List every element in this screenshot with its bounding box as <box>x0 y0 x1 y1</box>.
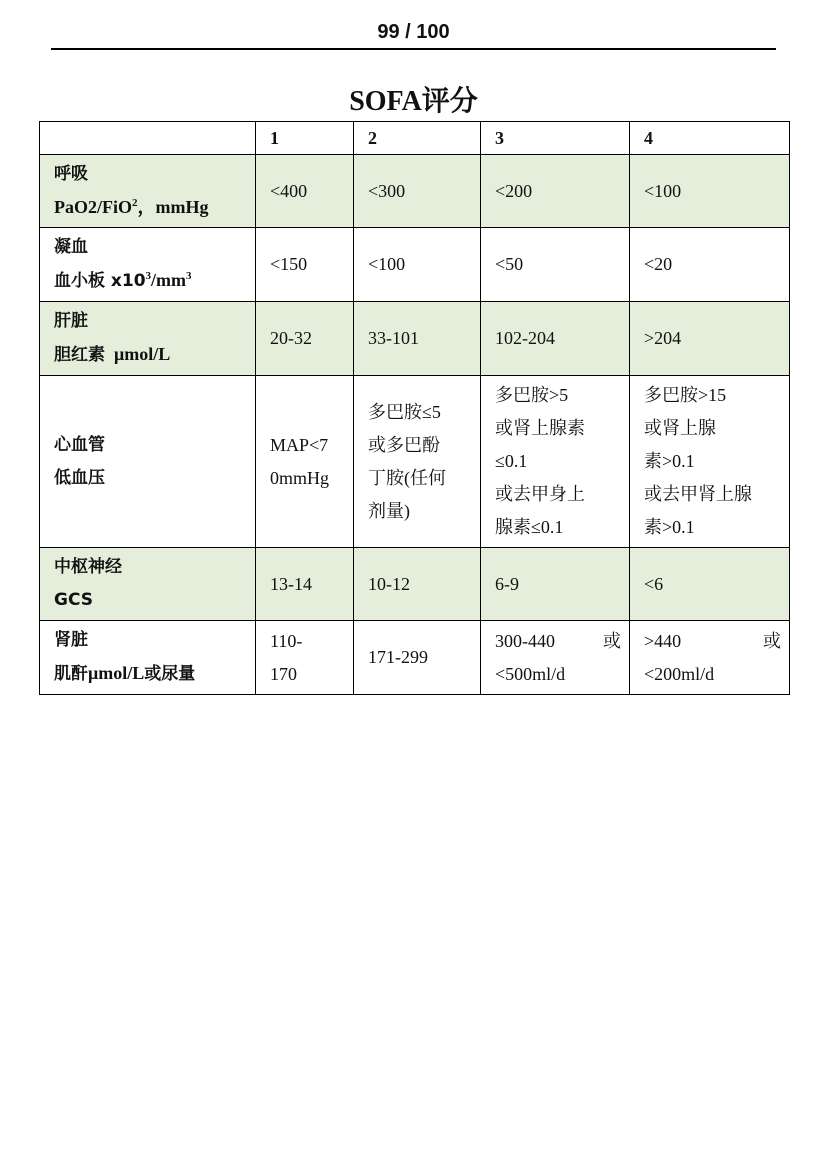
cell-renal-2: 171-299 <box>354 621 481 695</box>
header-cell-score-2: 2 <box>354 122 481 155</box>
cell-cardiovascular-1: MAP<7 0mmHg <box>256 376 354 548</box>
row-label-line2: PaO2/FiO$^2$，mmHg <box>54 197 209 217</box>
row-label-renal <box>40 621 256 695</box>
table-header-row <box>40 122 790 155</box>
row-label-line1: 呼吸 <box>54 164 88 184</box>
sofa-score-table <box>39 121 790 695</box>
cell-coagulation-3: <50 <box>481 228 630 302</box>
table-row-cns <box>40 548 790 621</box>
table-row-cardiovascular <box>40 376 790 548</box>
header-rule <box>51 48 776 50</box>
header-cell-score-1: 1 <box>256 122 354 155</box>
row-label-line1: 肝脏 <box>54 311 88 331</box>
cell-respiration-2: <300 <box>354 155 481 228</box>
table-row-liver <box>40 302 790 376</box>
cell-liver-4: >204 <box>630 302 790 376</box>
row-label-line2: 低血压 <box>54 467 105 488</box>
row-label-line2: 胆红素 μmol/L <box>54 344 171 365</box>
table-row-coagulation <box>40 228 790 302</box>
row-label-line2: 肌酐μmol/L或尿量 <box>54 663 196 684</box>
row-label-line1: 凝血 <box>54 237 88 257</box>
cell-cardiovascular-4: 多巴胺>15 或肾上腺 素>0.1 或去甲肾上腺 素>0.1 <box>630 376 790 548</box>
header-cell-blank <box>40 122 256 155</box>
cell-cns-2: 10-12 <box>354 548 481 621</box>
table-row-respiration <box>40 155 790 228</box>
cell-cns-4: <6 <box>630 548 790 621</box>
cell-coagulation-4: <20 <box>630 228 790 302</box>
cell-cns-1: 13-14 <box>256 548 354 621</box>
cell-renal-1: 110- 170 <box>256 621 354 695</box>
cell-respiration-3: <200 <box>481 155 630 228</box>
row-label-line1: 肾脏 <box>54 630 88 650</box>
page-number: 99 / 100 <box>377 21 450 43</box>
cell-respiration-1: <400 <box>256 155 354 228</box>
row-label-line1: 中枢神经 <box>54 557 122 577</box>
row-label-respiration <box>40 155 256 228</box>
row-label-cns <box>40 548 256 621</box>
row-label-line2: 血小板 $x10^3/mm^3$ <box>54 270 192 291</box>
cell-coagulation-1: <150 <box>256 228 354 302</box>
cell-cardiovascular-3: 多巴胺>5 或肾上腺素 ≤0.1 或去甲身上 腺素≤0.1 <box>481 376 630 548</box>
header-cell-score-4: 4 <box>630 122 790 155</box>
cell-liver-1: 20-32 <box>256 302 354 376</box>
cell-coagulation-2: <100 <box>354 228 481 302</box>
cell-liver-2: 33-101 <box>354 302 481 376</box>
table-row-renal <box>40 621 790 695</box>
cell-renal-4: >440 或 <200ml/d <box>630 621 790 695</box>
page-title: SOFA评分 <box>349 86 478 117</box>
row-label-liver <box>40 302 256 376</box>
row-label-line2: GCS <box>54 590 93 610</box>
cell-renal-3: 300-440 或 <500ml/d <box>481 621 630 695</box>
cell-respiration-4: <100 <box>630 155 790 228</box>
cell-cns-3: 6-9 <box>481 548 630 621</box>
cell-cardiovascular-2: 多巴胺≤5 或多巴酚 丁胺(任何 剂量) <box>354 376 481 548</box>
cell-liver-3: 102-204 <box>481 302 630 376</box>
row-label-line1: 心血管 <box>54 434 105 455</box>
row-label-cardiovascular <box>40 376 256 548</box>
header-cell-score-3: 3 <box>481 122 630 155</box>
row-label-coagulation <box>40 228 256 302</box>
